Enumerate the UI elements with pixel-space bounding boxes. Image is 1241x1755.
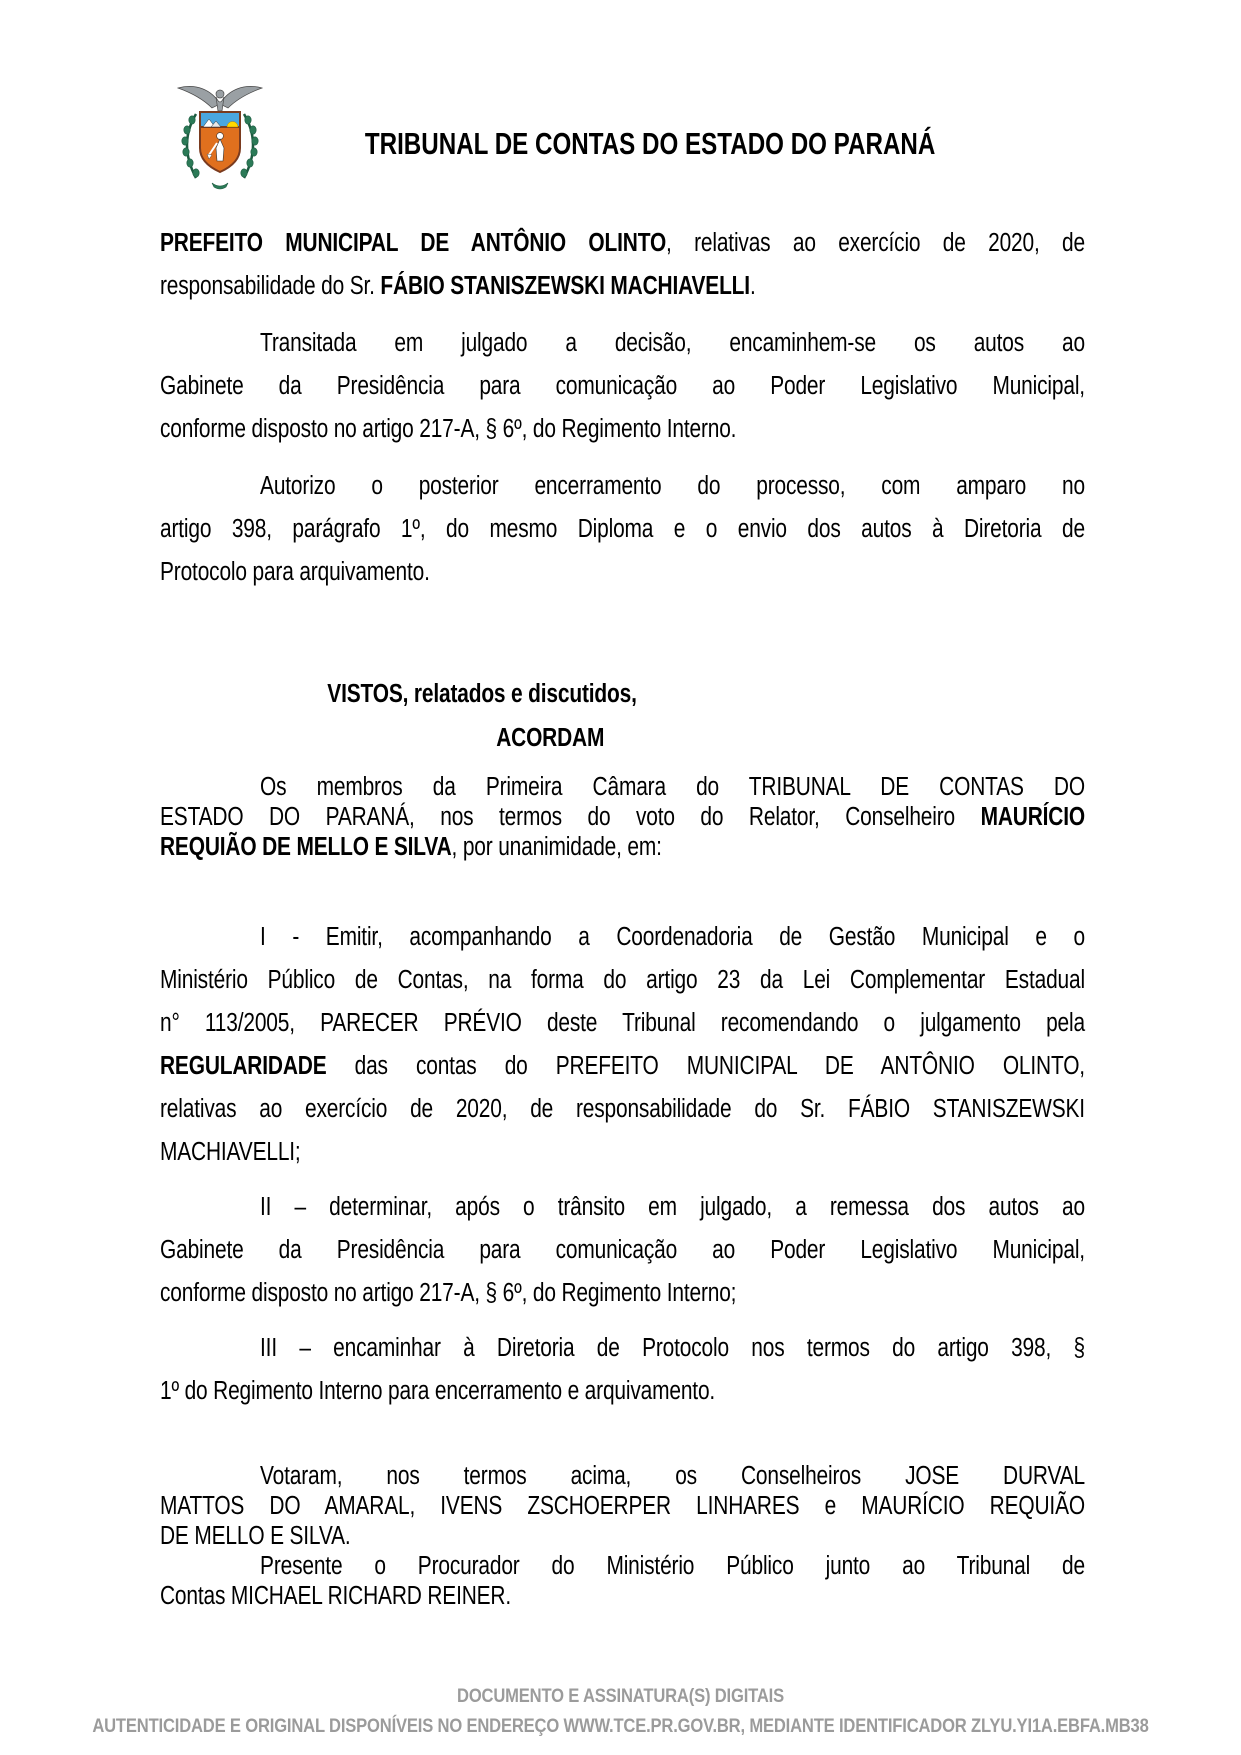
text-line — [160, 832, 1085, 862]
item-i — [160, 916, 1085, 1174]
page-title: TRIBUNAL DE CONTAS DO ESTADO DO PARANÁ — [364, 126, 936, 161]
text-line: 1º do Regimento Interno para encerramento e arquivamento. — [160, 1377, 716, 1405]
heading-vistos: VISTOS, relatados e discutidos, — [327, 680, 637, 708]
text-line: conforme disposto no artigo 217-A, § 6º, do Regimento Interno; — [160, 1279, 737, 1307]
para-presente — [160, 1551, 1085, 1611]
text-line: Presente o Procurador do Ministério Público junto ao Tribunal de — [260, 1552, 1085, 1580]
heading-acordam: ACORDAM — [496, 724, 605, 752]
text-line: I - Emitir, acompanhando a Coordenadoria de Gestão Municipal e o — [260, 923, 1085, 951]
para-votaram — [160, 1461, 1085, 1551]
document-footer — [0, 1681, 1241, 1741]
eagle-icon — [178, 86, 262, 111]
text-line — [160, 222, 1085, 265]
text-line: Gabinete da Presidência para comunicação ao Poder Legislativo Municipal, — [160, 372, 1085, 400]
bold-text: MAURÍCIO — [980, 803, 1085, 831]
text-line: Autorizo o posterior encerramento do processo, com amparo no — [260, 472, 1085, 500]
text: ESTADO DO PARANÁ, nos termos do voto do Relator, Conselheiro — [160, 803, 981, 831]
bold-text: FÁBIO STANISZEWSKI MACHIAVELLI — [380, 272, 750, 300]
text-line: Contas MICHAEL RICHARD REINER. — [160, 1582, 512, 1610]
para-membros — [160, 772, 1085, 862]
text-line: DE MELLO E SILVA. — [160, 1522, 351, 1550]
item-iii — [160, 1327, 1085, 1413]
text: . — [749, 272, 756, 300]
text-line: n° 113/2005, PARECER PRÉVIO deste Tribunal recomendando o julgamento pela — [160, 1009, 1085, 1037]
text-line: artigo 398, parágrafo 1º, do mesmo Diploma e o envio dos autos à Diretoria de — [160, 515, 1085, 543]
text-line — [160, 265, 1085, 308]
text: responsabilidade do Sr. — [160, 272, 381, 300]
text: das contas do PREFEITO MUNICIPAL DE ANTÔNIO OLINTO, — [326, 1052, 1085, 1080]
text-line — [160, 1045, 1085, 1088]
text-line: II – determinar, após o trânsito em julgado, a remessa dos autos ao — [260, 1193, 1085, 1221]
document-body — [160, 222, 1085, 1611]
text-line: relativas ao exercício de 2020, de responsabilidade do Sr. FÁBIO STANISZEWSKI — [160, 1095, 1085, 1123]
text-line: III – encaminhar à Diretoria de Protocolo nos termos do artigo 398, § — [260, 1334, 1085, 1362]
text-line: conforme disposto no artigo 217-A, § 6º, do Regimento Interno. — [160, 415, 737, 443]
text-line: Transitada em julgado a decisão, encaminhem-se os autos ao — [260, 329, 1085, 357]
text-line: Gabinete da Presidência para comunicação ao Poder Legislativo Municipal, — [160, 1236, 1085, 1264]
text: , por unanimidade, em: — [451, 833, 662, 861]
text-line: Protocolo para arquivamento. — [160, 558, 430, 586]
footer-line-authenticity: AUTENTICIDADE E ORIGINAL DISPONÍVEIS NO ENDEREÇO WWW.TCE.PR.GOV.BR, MEDIANTE IDENTIFICADOR ZLYU.YI1A.EBFA.MB38 — [92, 1715, 1149, 1737]
para-transitada — [160, 322, 1085, 451]
text-line: MACHIAVELLI; — [160, 1138, 301, 1166]
bold-text: PREFEITO MUNICIPAL DE ANTÔNIO OLINTO — [160, 229, 667, 257]
text-line: Os membros da Primeira Câmara do TRIBUNAL DE CONTAS DO — [260, 773, 1085, 801]
text-line: Votaram, nos termos acima, os Conselheiros JOSE DURVAL — [260, 1462, 1085, 1490]
item-ii — [160, 1186, 1085, 1315]
footer-line-digital-signature: DOCUMENTO E ASSINATURA(S) DIGITAIS — [457, 1685, 784, 1707]
text-line: Ministério Público de Contas, na forma do artigo 23 da Lei Complementar Estadual — [160, 966, 1085, 994]
para-autorizo — [160, 465, 1085, 594]
text: , relativas ao exercício de 2020, de — [666, 229, 1085, 257]
para-prefeito — [160, 222, 1085, 308]
bold-text: REQUIÃO DE MELLO E SILVA — [160, 833, 452, 861]
text-line: MATTOS DO AMARAL, IVENS ZSCHOERPER LINHARES e MAURÍCIO REQUIÃO — [160, 1492, 1085, 1520]
text-line — [160, 802, 1085, 832]
bold-text: REGULARIDADE — [160, 1052, 327, 1080]
